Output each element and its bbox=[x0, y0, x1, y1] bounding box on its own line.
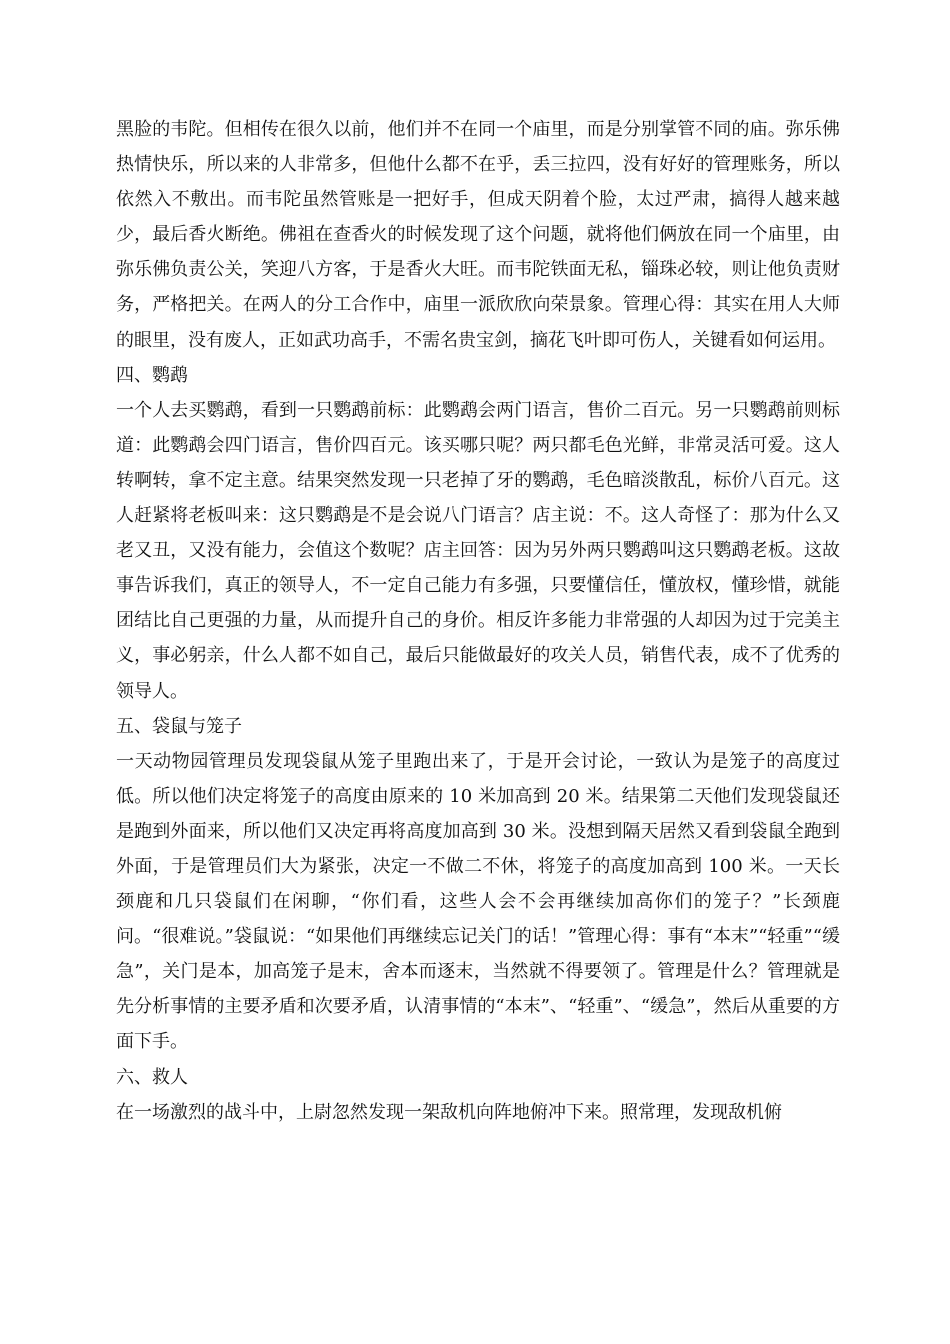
paragraph-weituo-story: 黑脸的韦陀。但相传在很久以前，他们并不在同一个庙里，而是分别掌管不同的庙。弥乐佛热情快乐，所以来的人非常多，但他什么都不在乎，丢三拉四，没有好好的管理账务，所以依然入不敷出。而韦陀虽然管账是一把好手，但成天阴着个脸，太过严肃，搞得人越来越少，最后香火断绝。佛祖在查香火的时候发现了这个问题，就将他们俩放在同一个庙里，由弥乐佛负责公关，笑迎八方客，于是香火大旺。而韦陀铁面无私，锱珠必较，则让他负责财务，严格把关。在两人的分工合作中，庙里一派欣欣向荣景象。管理心得：其实在用人大师的眼里，没有废人，正如武功高手，不需名贵宝剑，摘花飞叶即可伤人，关键看如何运用。 bbox=[116, 119, 840, 351]
paragraph-parrot-story: 一个人去买鹦鹉，看到一只鹦鹉前标：此鹦鹉会两门语言，售价二百元。另一只鹦鹉前则标道：此鹦鹉会四门语言，售价四百元。该买哪只呢？两只都毛色光鲜，非常灵活可爱。这人转啊转，拿不定主意。结果突然发现一只老掉了牙的鹦鹉，毛色暗淡散乱，标价八百元。这人赶紧将老板叫来：这只鹦鹉是不是会说八门语言？店主说：不。这人奇怪了：那为什么又老又丑，又没有能力，会值这个数呢？店主回答：因为另外两只鹦鹉叫这只鹦鹉老板。这故事告诉我们，真正的领导人，不一定自己能力有多强，只要懂信任，懂放权，懂珍惜，就能团结比自己更强的力量，从而提升自己的身价。相反许多能力非常强的人却因为过于完美主义，事必躬亲，什么人都不如自己，最后只能做最好的攻关人员，销售代表，成不了优秀的领导人。 bbox=[116, 399, 840, 702]
paragraph-rescue-story: 在一场激烈的战斗中，上尉忽然发现一架敌机向阵地俯冲下来。照常理，发现敌机俯 bbox=[116, 1101, 782, 1123]
document-body bbox=[116, 112, 840, 1130]
paragraph-kangaroo-story: 一天动物园管理员发现袋鼠从笼子里跑出来了，于是开会讨论，一致认为是笼子的高度过低。所以他们决定将笼子的高度由原来的 10 米加高到 20 米。结果第二天他们发现袋鼠还是跑到外面来，所以他们又决定再将高度加高到 30 米。没想到隔天居然又看到袋鼠全跑到外面，于是管理员们大为紧张，决定一不做二不休，将笼子的高度加高到 100 米。一天长颈鹿和几只袋鼠们在闲聊，“你们看，这些人会不会再继续加高你们的笼子？”长颈鹿问。“很难说。”袋鼠说：“如果他们再继续忘记关门的话！”管理心得：事有“本末”“轻重”“缓急”，关门是本，加高笼子是末，舍本而逐末，当然就不得要领了。管理是什么？管理就是先分析事情的主要矛盾和次要矛盾，认清事情的“本末”、“轻重”、“缓急”，然后从重要的方面下手。 bbox=[116, 750, 840, 1053]
section-heading-parrot: 四、鹦鹉 bbox=[116, 364, 188, 386]
section-heading-kangaroo: 五、袋鼠与笼子 bbox=[116, 715, 242, 737]
section-heading-rescue: 六、救人 bbox=[116, 1066, 188, 1088]
